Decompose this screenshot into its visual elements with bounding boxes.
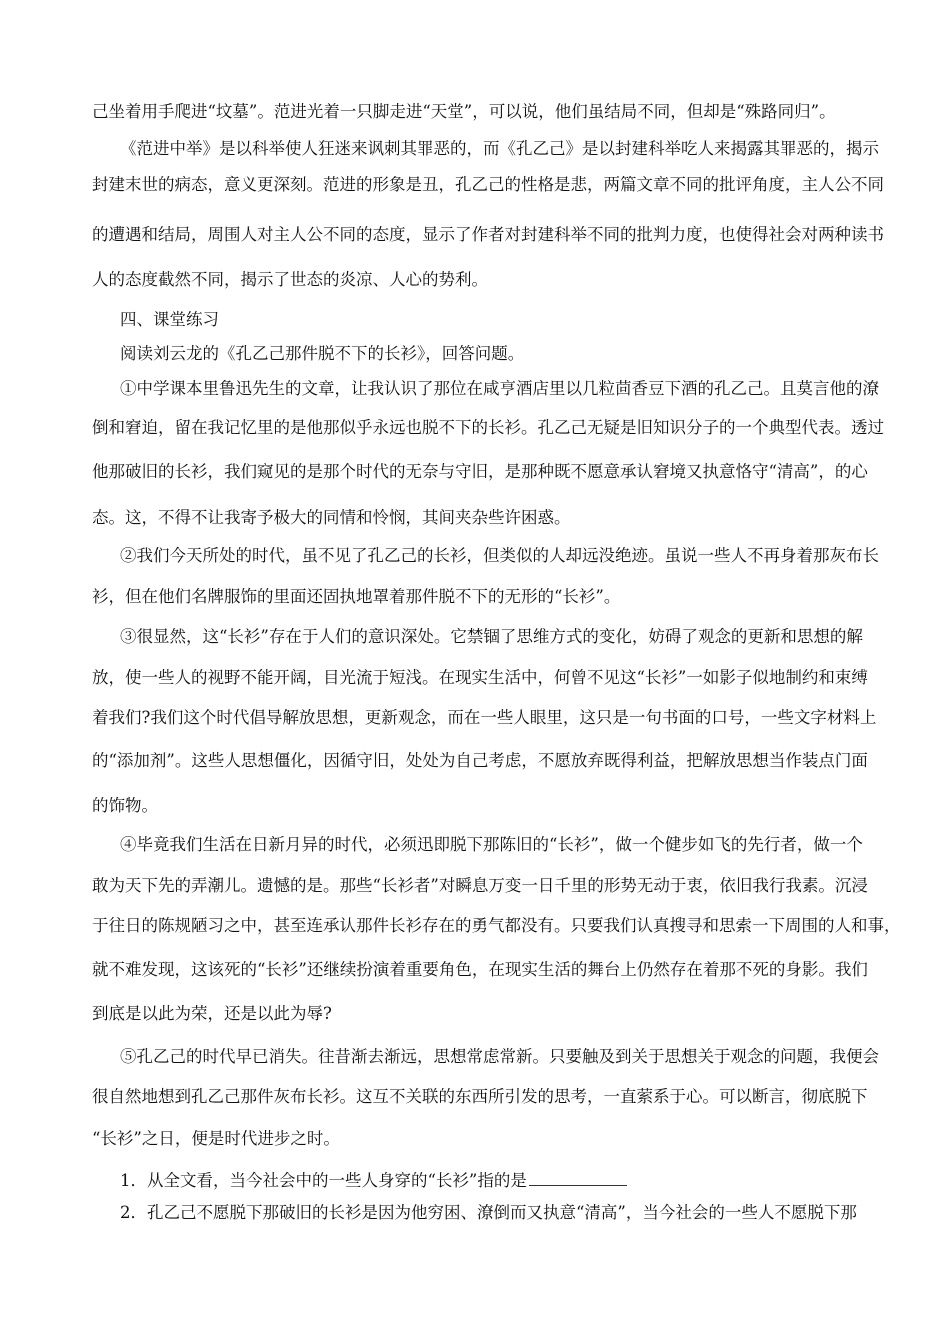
- text-line: 敢为天下先的弄潮儿。遗憾的是。那些“长衫者”对瞬息万变一日千里的形势无动于衷，依旧我行我素。沉浸: [92, 876, 868, 895]
- section-heading: 四、课堂练习: [120, 310, 219, 329]
- text-line: 封建末世的病态，意义更深刻。范进的形象是丑，孔乙己的性格是悲，两篇文章不同的批评角度，主人公不同: [92, 175, 884, 194]
- text-line: ④毕竟我们生活在日新月异的时代，必须迅即脱下那陈旧的“长衫”，做一个健步如飞的先行者，做一个: [120, 835, 863, 854]
- text-line: ①中学课本里鲁迅先生的文章，让我认识了那位在咸亨酒店里以几粒茴香豆下酒的孔乙己。且莫言他的潦: [120, 379, 879, 398]
- text-line: 的“添加剂”。这些人思想僵化，因循守旧，处处为自己考虑，不愿放弃既得利益，把解放思想当作装点门面: [92, 751, 868, 770]
- text-line: 于往日的陈规陋习之中，甚至连承认那件长衫存在的勇气都没有。只要我们认真搜寻和思索一下周围的人和事，: [92, 916, 901, 935]
- text-line: 倒和窘迫，留在我记忆里的是他那似乎永远也脱不下的长衫。孔乙己无疑是旧知识分子的一个典型代表。透过: [92, 418, 884, 437]
- text-line: 《范进中举》是以科举使人狂迷来讽刺其罪恶的，而《孔乙己》是以封建科举吃人来揭露其罪恶的，揭示: [120, 139, 879, 158]
- text-line: 的遭遇和结局，周围人对主人公不同的态度，显示了作者对封建科举不同的批判力度，也使得社会对两种读书: [92, 225, 884, 244]
- text-line: 他那破旧的长衫，我们窥见的是那个时代的无奈与守旧，是那种既不愿意承认窘境又执意恪守“清高”，的心: [92, 462, 868, 481]
- answer-blank[interactable]: [529, 1171, 627, 1186]
- text-line: 阅读刘云龙的《孔乙己那件脱不下的长衫》，回答问题。: [120, 344, 525, 363]
- question-2: 2．孔乙己不愿脱下那破旧的长衫是因为他穷困、潦倒而又执意“清高”，当今社会的一些人不愿脱下那: [120, 1203, 857, 1222]
- text-line: ⑤孔乙己的时代早已消失。往昔渐去渐远，思想常虑常新。只要触及到关于思想关于观念的问题，我便会: [120, 1047, 879, 1066]
- text-line: 到底是以此为荣，还是以此为辱?: [92, 1004, 332, 1023]
- text-line: ②我们今天所处的时代，虽不见了孔乙己的长衫，但类似的人却远没绝迹。虽说一些人不再身着那灰布长: [120, 546, 879, 565]
- text-line: 己坐着用手爬进“坟墓”。范进光着一只脚走进“天堂”，可以说，他们虽结局不同，但却是“殊路同归”。: [92, 102, 836, 121]
- text-line: 态。这，不得不让我寄予极大的同情和怜悯，其间夹杂些许困惑。: [92, 508, 571, 527]
- question-1: [120, 1171, 627, 1190]
- text-line: 放，使一些人的视野不能开阔，目光流于短浅。在现实生活中，何曾不见这“长衫”一如影子似地制约和束缚: [92, 668, 868, 687]
- text-line: 就不难发现，这该死的“长衫”还继续扮演着重要角色，在现实生活的舞台上仍然存在着那不死的身影。我们: [92, 960, 868, 979]
- question-1-text: 1．从全文看，当今社会中的一些人身穿的“长衫”指的是: [120, 1171, 527, 1190]
- text-line: “长衫”之日，便是时代进步之时。: [92, 1129, 340, 1148]
- text-line: 很自然地想到孔乙己那件灰布长衫。这互不关联的东西所引发的思考，一直萦系于心。可以断言，彻底脱下: [92, 1087, 868, 1106]
- text-line: 衫，但在他们名牌服饰的里面还固执地罩着那件脱不下的无形的“长衫”。: [92, 587, 621, 606]
- text-line: 的饰物。: [92, 796, 158, 815]
- text-line: 着我们?我们这个时代倡导解放思想，更新观念，而在一些人眼里，这只是一句书面的口号，一些文字材料上: [92, 708, 877, 727]
- text-line: ③很显然，这“长衫”存在于人们的意识深处。它禁锢了思维方式的变化，妨碍了观念的更新和思想的解: [120, 627, 863, 646]
- text-line: 人的态度截然不同，揭示了世态的炎凉、人心的势利。: [92, 270, 488, 289]
